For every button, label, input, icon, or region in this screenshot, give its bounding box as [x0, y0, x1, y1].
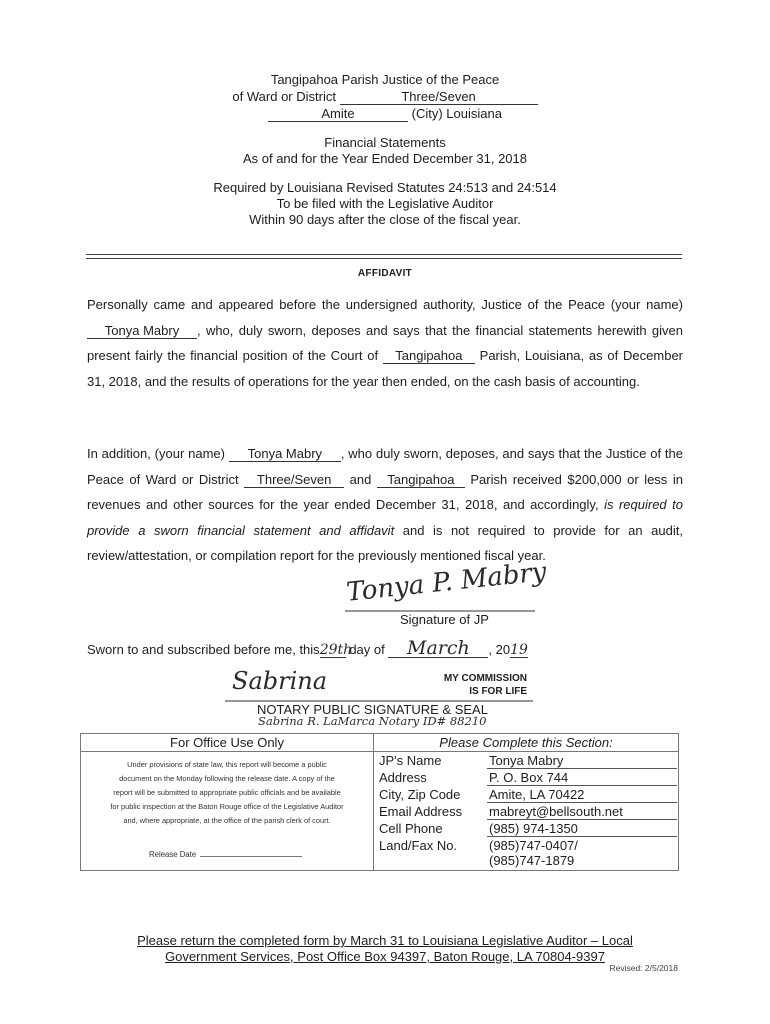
office-use-title: For Office Use Only: [81, 734, 373, 752]
email-label: Email Address: [379, 804, 463, 819]
jp-handwritten-signature: Tonya P. Mabry: [345, 557, 548, 608]
ward-prefix: of Ward or District: [232, 89, 336, 104]
notary-printed-name: Sabrina R. LaMarca Notary ID# 88210: [258, 714, 487, 728]
p2-text-c: and: [349, 471, 372, 487]
office-notice: [87, 758, 367, 828]
parish-field-1[interactable]: Tangipahoa: [383, 348, 475, 364]
box-divider: [373, 734, 374, 870]
sworn-month-field[interactable]: March: [388, 640, 488, 658]
address-label: Address: [379, 770, 427, 785]
office-notice-line: and, where appropriate, at the office of the parish clerk of court.: [123, 816, 331, 825]
p2-text-a: In addition, (your name): [87, 446, 225, 461]
address-value[interactable]: P. O. Box 744: [487, 770, 677, 786]
fax-value[interactable]: (985)747-1879: [489, 853, 575, 868]
affidavit-paragraph-2: [87, 441, 683, 569]
land-fax-label: Land/Fax No.: [379, 838, 458, 853]
city-zip-label: City, Zip Code: [379, 787, 461, 802]
city-suffix: (City) Louisiana: [411, 106, 502, 121]
sworn-text-b: day of: [349, 642, 385, 657]
fs-title: Financial Statements: [324, 135, 446, 150]
notary-label: NOTARY PUBLIC SIGNATURE & SEAL: [257, 702, 488, 717]
return-instructions-1: Please return the completed form by March 31 to Louisiana Legislative Auditor – Local: [137, 933, 633, 948]
sworn-year-field[interactable]: 19: [510, 642, 528, 658]
cell-phone-value[interactable]: (985) 974-1350: [487, 821, 677, 837]
p1-text-c: Parish, Louisiana, as of December 31, 2018, and the results of operations for the year then ended, on the cash basis of accounting.: [87, 348, 683, 389]
revised-date: Revised: 2/5/2018: [609, 963, 678, 973]
sworn-line: [87, 637, 528, 660]
notary-handwritten-signature: Sabrina: [232, 667, 328, 695]
p1-text-b: , who, duly sworn, deposes and says that the financial statements herewith given present fairly the financial position of the Court of: [87, 322, 683, 363]
release-date-field[interactable]: [200, 848, 302, 857]
double-divider: [86, 254, 682, 259]
header-city-line: [0, 106, 770, 122]
office-contact-box: [80, 733, 679, 871]
jp-name-label: JP's Name: [379, 753, 442, 768]
release-date-label: Release Date: [149, 850, 197, 859]
office-notice-line: for public inspection at the Baton Rouge office of the Legislative Auditor: [110, 802, 344, 811]
jp-name-field-1[interactable]: Tonya Mabry: [87, 323, 197, 339]
fs-period: As of and for the Year Ended December 31, 2018: [242, 151, 528, 166]
city-field[interactable]: Amite: [268, 107, 408, 122]
p2-italic-text: is required to provide a sworn financial statement and affidavit: [87, 497, 683, 538]
sworn-text-a: Sworn to and subscribed before me, this: [87, 642, 320, 657]
sworn-text-c: , 20: [488, 642, 511, 657]
parish-field-2[interactable]: Tangipahoa: [377, 472, 465, 488]
land-fax-value[interactable]: (985)747-0407/: [489, 838, 578, 853]
signature-label: Signature of JP: [400, 612, 489, 627]
header-line1: Tangipahoa Parish Justice of the Peace: [270, 72, 500, 87]
header-ward-line: [0, 89, 770, 105]
p2-text-b: , who duly sworn, deposes, and says that the Justice of the Peace of Ward or District: [87, 446, 683, 487]
email-value[interactable]: mabreyt@bellsouth.net: [487, 804, 677, 820]
commission-line-2: IS FOR LIFE: [469, 686, 527, 697]
commission-stamp: [432, 672, 527, 698]
complete-section-title: Please Complete this Section:: [374, 734, 678, 752]
p2-text-e: and is not required to provide for an audit, review/attestation, or compilation report for the previously mentioned fiscal year.: [87, 522, 683, 563]
affidavit-title: AFFIDAVIT: [357, 268, 413, 279]
affidavit-paragraph-1: [87, 292, 683, 394]
office-notice-line: document on the Monday following the release date. A copy of the: [119, 774, 335, 783]
p1-text-a: Personally came and appeared before the undersigned authority, Justice of the Peace (your name): [87, 297, 683, 312]
p2-text-d: Parish received $200,000 or less in revenues and other sources for the year ended December 31, 2018, and accordingly,: [87, 471, 683, 512]
filing-line: To be filed with the Legislative Auditor: [276, 196, 494, 211]
deadline-line: Within 90 days after the close of the fiscal year.: [249, 212, 521, 227]
jp-name-value[interactable]: Tonya Mabry: [487, 753, 677, 769]
jp-name-field-2[interactable]: Tonya Mabry: [229, 446, 341, 462]
office-notice-line: Under provisions of state law, this report will become a public: [127, 760, 327, 769]
sworn-day-field[interactable]: 29th: [319, 642, 353, 658]
office-notice-line: report will be submitted to appropriate public officials and be available: [113, 788, 341, 797]
city-zip-value[interactable]: Amite, LA 70422: [487, 787, 677, 803]
commission-line-1: MY COMMISSION: [443, 673, 527, 684]
header-parish-line: [0, 72, 770, 88]
statute-line: Required by Louisiana Revised Statutes 24:513 and 24:514: [213, 180, 557, 195]
return-instructions-2: Government Services, Post Office Box 94397, Baton Rouge, LA 70804-9397: [165, 949, 605, 964]
release-date-row: [149, 848, 302, 859]
ward-field-2[interactable]: Three/Seven: [244, 472, 344, 488]
ward-field[interactable]: Three/Seven: [340, 90, 538, 105]
cell-phone-label: Cell Phone: [379, 821, 443, 836]
